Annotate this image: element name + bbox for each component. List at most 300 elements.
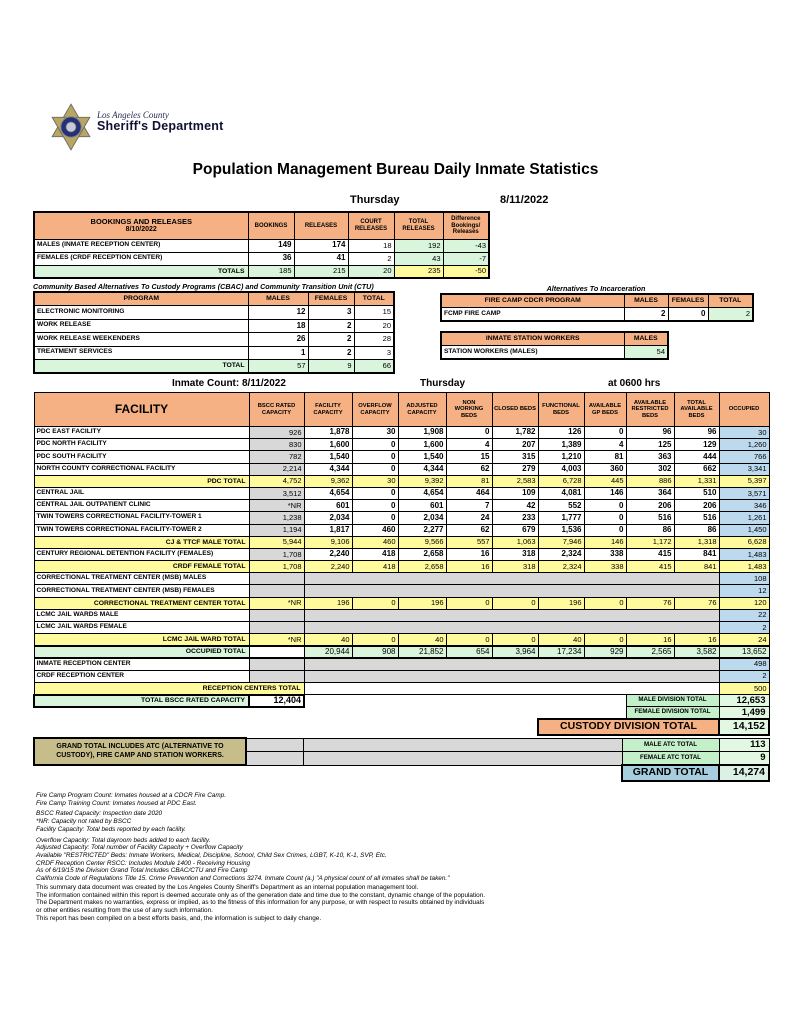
value-cell: 841	[674, 561, 719, 573]
bscc-cell: 830	[249, 439, 304, 451]
facility-col-header: TOTAL AVAILABLE BEDS	[674, 393, 719, 427]
fire-camp-header-row	[441, 294, 753, 308]
facility-label: CENTRAL JAIL	[34, 487, 249, 499]
value-cell: 207	[492, 439, 538, 451]
female-division-value: 1,499	[719, 707, 769, 719]
total-label: CORRECTIONAL TREATMENT CENTER TOTAL	[34, 597, 249, 609]
bscc-cell	[249, 609, 304, 621]
value-cell: 679	[492, 524, 538, 536]
value-cell: 1,878	[304, 427, 352, 439]
value-cell: 9,392	[398, 475, 446, 487]
bookings-data-row	[34, 239, 489, 252]
value-cell: 20	[354, 319, 394, 333]
value-cell: 2,240	[304, 548, 352, 560]
logo-text	[97, 111, 223, 134]
value-cell: 841	[674, 548, 719, 560]
totals-value: 215	[294, 265, 348, 278]
fire-camp-table	[440, 293, 754, 322]
total-label: LCMC JAIL WARD TOTAL	[34, 634, 249, 646]
row-label: MALES (INMATE RECEPTION CENTER)	[34, 239, 248, 252]
value-cell: 315	[492, 451, 538, 463]
value-cell: 15	[446, 451, 492, 463]
value-cell: 1	[248, 346, 308, 360]
total-label: RECEPTION CENTERS TOTAL	[34, 682, 304, 694]
occupied-cell: 3,571	[719, 487, 769, 499]
value-cell: 192	[394, 239, 443, 252]
value-cell: 1,540	[304, 451, 352, 463]
value-cell: 0	[584, 597, 626, 609]
facility-data-row	[34, 463, 769, 475]
occupied-cell: 1,260	[719, 439, 769, 451]
value-cell: 2	[708, 308, 753, 322]
facility-merged-row	[34, 573, 769, 585]
cbac-data-row	[34, 306, 394, 320]
row-label: TREATMENT SERVICES	[34, 346, 248, 360]
gray-cell	[246, 738, 303, 752]
value-cell: 0	[492, 597, 538, 609]
occupied-total-row	[34, 646, 769, 658]
disclaimer-line: The Department makes no warranties, express or implied, as to the fitness of this information for any purpose, or with respect to results obtained by individuals	[36, 899, 485, 907]
value-cell: 16	[674, 634, 719, 646]
value-cell: 279	[492, 463, 538, 475]
inmate-count-day: Thursday	[420, 378, 466, 389]
value-cell: 0	[352, 597, 398, 609]
bscc-cell: 3,512	[249, 487, 304, 499]
disclaimer-line: The information contained within this report is deemed accurate only as of the generation date and time due to the constant, dynamic change of the population.	[36, 891, 486, 899]
value-cell: 16	[446, 548, 492, 560]
facility-col-header: OVERFLOW CAPACITY	[352, 393, 398, 427]
row-label: WORK RELEASE WEEKENDERS	[34, 333, 248, 347]
value-cell: 76	[626, 597, 674, 609]
merged-empty-cell	[304, 682, 719, 694]
value-cell: 40	[538, 634, 584, 646]
sheriff-badge-icon	[48, 103, 94, 156]
value-cell: 0	[584, 500, 626, 512]
value-cell: 149	[248, 239, 294, 252]
facility-label: PDC NORTH FACILITY	[34, 439, 249, 451]
value-cell: 20,944	[304, 646, 352, 658]
value-cell: 3,582	[674, 646, 719, 658]
facility-data-row	[34, 487, 769, 499]
merged-empty-cell	[304, 585, 719, 597]
station-workers-data-row	[441, 346, 668, 360]
bscc-cell: *NR	[249, 597, 304, 609]
facility-label: CORRECTIONAL TREATMENT CENTER (MSB) MALES	[34, 573, 249, 585]
value-cell: 1,817	[304, 524, 352, 536]
cbac-col-header: MALES	[248, 292, 308, 306]
inmate-count-time: at 0600 hrs	[608, 378, 661, 389]
value-cell: 174	[294, 239, 348, 252]
value-cell: 2	[308, 319, 354, 333]
value-cell: 86	[674, 524, 719, 536]
female-division-label: FEMALE DIVISION TOTAL	[626, 707, 719, 719]
facility-merged-row	[34, 622, 769, 634]
fire-camp-col-header: FEMALES	[668, 294, 708, 308]
value-cell: 0	[584, 634, 626, 646]
footnote-line: Fire Camp Training Count: Inmates housed at PDC East.	[36, 799, 197, 807]
value-cell: 460	[352, 524, 398, 536]
value-cell: 40	[304, 634, 352, 646]
facility-data-row	[34, 439, 769, 451]
facility-label: TWIN TOWERS CORRECTIONAL FACILITY-TOWER 1	[34, 512, 249, 524]
value-cell: 40	[398, 634, 446, 646]
facility-label: CENTURY REGIONAL DETENTION FACILITY (FEMALES)	[34, 548, 249, 560]
facility-total-row	[34, 475, 769, 487]
value-cell: 4	[446, 439, 492, 451]
facility-label: PDC EAST FACILITY	[34, 427, 249, 439]
value-cell: 62	[446, 463, 492, 475]
bscc-cell: 5,944	[249, 536, 304, 548]
totals-value: 185	[248, 265, 294, 278]
value-cell: 0	[352, 512, 398, 524]
value-cell: 36	[248, 252, 294, 265]
bscc-cell: 2,214	[249, 463, 304, 475]
facility-total-row	[34, 561, 769, 573]
station-workers-header-row	[441, 332, 668, 346]
value-cell: 318	[492, 561, 538, 573]
merged-empty-cell	[304, 622, 719, 634]
totals-value: 9	[308, 360, 354, 374]
value-cell: 126	[538, 427, 584, 439]
fire-camp-col-header: TOTAL	[708, 294, 753, 308]
value-cell: 415	[626, 548, 674, 560]
value-cell: 510	[674, 487, 719, 499]
value-cell: 1,908	[398, 427, 446, 439]
occupied-cell: 12	[719, 585, 769, 597]
station-col-header: INMATE STATION WORKERS	[441, 332, 624, 346]
value-cell: 206	[626, 500, 674, 512]
value-cell: 1,063	[492, 536, 538, 548]
gray-cell	[246, 752, 303, 766]
facility-total-row	[34, 597, 769, 609]
value-cell: 21,852	[398, 646, 446, 658]
value-cell: 0	[352, 439, 398, 451]
value-cell: 601	[304, 500, 352, 512]
facility-col-header: FUNCTIONAL BEDS	[538, 393, 584, 427]
facility-col-header: FACILITY	[34, 393, 249, 427]
footnote-line: California Code of Regulations Title 15. Crime Prevention and Corrections 3274. Inmate Count (a.) "A physical count of all inmates shall be taken."	[36, 875, 450, 883]
occupied-cell: 766	[719, 451, 769, 463]
bookings-col-header: TOTAL RELEASES	[394, 212, 443, 239]
bookings-col-header: BOOKINGS	[248, 212, 294, 239]
value-cell: 886	[626, 475, 674, 487]
spacer	[34, 765, 622, 781]
station-col-header: MALES	[624, 332, 668, 346]
bscc-cell	[249, 658, 304, 670]
value-cell: 662	[674, 463, 719, 475]
value-cell: 601	[398, 500, 446, 512]
spacer	[34, 707, 626, 719]
row-label: FCMP FIRE CAMP	[441, 308, 624, 322]
row-label: ELECTRONIC MONITORING	[34, 306, 248, 320]
value-cell: 12	[248, 306, 308, 320]
logo-dept: Sheriff's Department	[97, 119, 224, 134]
value-cell: 2,324	[538, 548, 584, 560]
facility-col-header: ADJUSTED CAPACITY	[398, 393, 446, 427]
bscc-cell: *NR	[249, 634, 304, 646]
footnote-line: *NR: Capacity not rated by BSCC	[36, 818, 132, 826]
cbac-data-row	[34, 346, 394, 360]
occupied-cell: 6,628	[719, 536, 769, 548]
facility-data-row	[34, 427, 769, 439]
facility-label: LCMC JAIL WARDS MALE	[34, 609, 249, 621]
value-cell: 15	[354, 306, 394, 320]
reception-total-row	[34, 682, 769, 694]
facility-label: INMATE RECEPTION CENTER	[34, 658, 249, 670]
value-cell: 1,540	[398, 451, 446, 463]
value-cell: 318	[492, 548, 538, 560]
value-cell: 129	[674, 439, 719, 451]
value-cell: 2,583	[492, 475, 538, 487]
bscc-total-value: 12,404	[249, 695, 304, 707]
value-cell: 28	[354, 333, 394, 347]
value-cell: 444	[674, 451, 719, 463]
facility-label: TWIN TOWERS CORRECTIONAL FACILITY-TOWER 2	[34, 524, 249, 536]
value-cell: 196	[398, 597, 446, 609]
cbac-table	[33, 291, 395, 374]
facility-col-header: AVAILABLE GP BEDS	[584, 393, 626, 427]
bookings-col-header: Difference Bookings/ Releases	[443, 212, 489, 239]
value-cell: 557	[446, 536, 492, 548]
fire-camp-col-header: FIRE CAMP CDCR PROGRAM	[441, 294, 624, 308]
totals-label: TOTALS	[34, 265, 248, 278]
value-cell: 0	[352, 451, 398, 463]
inmate-count-caption: Inmate Count: 8/11/2022	[172, 378, 286, 389]
bscc-cell: 926	[249, 427, 304, 439]
value-cell: 4,344	[398, 463, 446, 475]
value-cell: 109	[492, 487, 538, 499]
bscc-cell: 782	[249, 451, 304, 463]
spacer	[34, 719, 538, 735]
bookings-data-row	[34, 252, 489, 265]
value-cell: 4,003	[538, 463, 584, 475]
facility-data-row	[34, 524, 769, 536]
row-label: FEMALES (CRDF RECEPTION CENTER)	[34, 252, 248, 265]
occupied-cell: 30	[719, 427, 769, 439]
report-date: 8/11/2022	[500, 194, 549, 206]
occupied-cell: 3,341	[719, 463, 769, 475]
value-cell: 0	[492, 634, 538, 646]
value-cell: 7,946	[538, 536, 584, 548]
grand-total-row	[34, 765, 769, 781]
custody-total-value: 14,152	[719, 719, 769, 735]
bookings-totals-row	[34, 265, 489, 278]
facility-total-row	[34, 634, 769, 646]
value-cell: 18	[248, 319, 308, 333]
bscc-cell	[249, 622, 304, 634]
footnote-line: Facility Capacity: Total beds reported by each facility.	[36, 825, 186, 833]
value-cell: -43	[443, 239, 489, 252]
value-cell: 0	[446, 634, 492, 646]
footnotes	[36, 792, 449, 883]
cbac-data-row	[34, 319, 394, 333]
value-cell: 3,964	[492, 646, 538, 658]
occupied-cell: 24	[719, 634, 769, 646]
value-cell: 125	[626, 439, 674, 451]
value-cell: 0	[668, 308, 708, 322]
footnote-line: Available "RESTRICTED" Beds: Inmate Workers, Medical, Discipline, School, Child Sex Crimes, LGBT, K-10, K-1, SVP, Etc.	[36, 851, 387, 859]
row-label: WORK RELEASE	[34, 319, 248, 333]
occupied-cell: 2	[719, 670, 769, 682]
bscc-cell	[249, 573, 304, 585]
footnote-line: Adjusted Capacity: Total number of Facility Capacity + Overflow Capacity	[36, 844, 243, 852]
occupied-cell: 1,261	[719, 512, 769, 524]
female-atc-label: FEMALE ATC TOTAL	[622, 752, 719, 766]
facility-data-row	[34, 500, 769, 512]
grand-note-row	[34, 738, 769, 752]
occupied-cell: 1,483	[719, 548, 769, 560]
disclaimer-line: or other entities resulting from the use of any such information.	[36, 907, 213, 915]
value-cell: 1,318	[674, 536, 719, 548]
value-cell: 206	[674, 500, 719, 512]
value-cell: 9,362	[304, 475, 352, 487]
value-cell: 233	[492, 512, 538, 524]
cbac-title: Community Based Alternatives To Custody Programs (CBAC) and Community Transition Unit (CTU)	[33, 282, 374, 291]
value-cell: 929	[584, 646, 626, 658]
female-atc-value: 9	[719, 752, 769, 766]
value-cell: 41	[294, 252, 348, 265]
value-cell: 418	[352, 561, 398, 573]
cbac-totals-row	[34, 360, 394, 374]
value-cell: 360	[584, 463, 626, 475]
value-cell: 415	[626, 561, 674, 573]
occupied-cell: 498	[719, 658, 769, 670]
value-cell: 2,658	[398, 561, 446, 573]
value-cell: 196	[304, 597, 352, 609]
value-cell: 445	[584, 475, 626, 487]
value-cell: 0	[352, 487, 398, 499]
bscc-cell: 1,194	[249, 524, 304, 536]
bookings-col-header: RELEASES	[294, 212, 348, 239]
value-cell: 76	[674, 597, 719, 609]
value-cell: -7	[443, 252, 489, 265]
facility-col-header: NON WORKING BEDS	[446, 393, 492, 427]
value-cell: 96	[674, 427, 719, 439]
value-cell: 196	[538, 597, 584, 609]
value-cell: 2	[624, 308, 668, 322]
disclaimer-line: This report has been compiled on a best efforts basis, and, the information is subject to daily change.	[36, 914, 322, 922]
bscc-total-label: TOTAL BSCC RATED CAPACITY	[34, 695, 249, 707]
value-cell: 0	[352, 463, 398, 475]
logo-county: Los Angeles County	[97, 110, 169, 120]
facility-label: LCMC JAIL WARDS FEMALE	[34, 622, 249, 634]
alternatives-title: Alternatives To Incarceration	[546, 284, 646, 293]
cbac-col-header: TOTAL	[354, 292, 394, 306]
value-cell: 81	[584, 451, 626, 463]
bscc-cell	[249, 585, 304, 597]
male-atc-label: MALE ATC TOTAL	[622, 738, 719, 752]
grand-total-table	[33, 737, 770, 782]
footnote-line: Fire Camp Program Count: Inmates housed at a CDCR Fire Camp.	[36, 792, 227, 799]
value-cell: 0	[446, 427, 492, 439]
value-cell: 4,654	[398, 487, 446, 499]
cbac-data-row	[34, 333, 394, 347]
gray-cell	[303, 752, 622, 766]
facility-header-row	[34, 393, 769, 427]
value-cell: 1,777	[538, 512, 584, 524]
value-cell: 0	[584, 512, 626, 524]
value-cell: 3	[354, 346, 394, 360]
value-cell: 338	[584, 561, 626, 573]
cbac-col-header: PROGRAM	[34, 292, 248, 306]
custody-division-row	[34, 719, 769, 735]
value-cell: 4,344	[304, 463, 352, 475]
value-cell: 43	[394, 252, 443, 265]
occupied-cell: 22	[719, 609, 769, 621]
value-cell: 2,240	[304, 561, 352, 573]
footnote-line: CRDF Reception Center RSCC: Includes Module 1400 - Receiving Housing	[36, 859, 251, 867]
disclaimer	[36, 884, 485, 923]
value-cell: 363	[626, 451, 674, 463]
gray-cell	[303, 738, 622, 752]
male-division-label: MALE DIVISION TOTAL	[626, 695, 719, 707]
value-cell: 146	[584, 487, 626, 499]
value-cell: 2	[308, 333, 354, 347]
female-division-row	[34, 707, 769, 719]
facility-merged-row	[34, 609, 769, 621]
value-cell: 0	[352, 500, 398, 512]
cbac-header-row	[34, 292, 394, 306]
male-division-value: 12,653	[719, 695, 769, 707]
custody-total-label: CUSTODY DIVISION TOTAL	[538, 719, 719, 735]
occupied-cell: 2	[719, 622, 769, 634]
facility-merged-row	[34, 585, 769, 597]
facility-data-row	[34, 548, 769, 560]
value-cell: 81	[446, 475, 492, 487]
value-cell: 54	[624, 346, 668, 360]
value-cell: 4,654	[304, 487, 352, 499]
row-label: STATION WORKERS (MALES)	[441, 346, 624, 360]
value-cell: 2,658	[398, 548, 446, 560]
occupied-cell: 346	[719, 500, 769, 512]
value-cell: 338	[584, 548, 626, 560]
facility-col-header: CLOSED BEDS	[492, 393, 538, 427]
bookings-header-row	[34, 212, 489, 239]
bookings-col-header: COURT RELEASES	[348, 212, 394, 239]
value-cell: 464	[446, 487, 492, 499]
value-cell: 418	[352, 548, 398, 560]
totals-value: -50	[443, 265, 489, 278]
totals-value: 20	[348, 265, 394, 278]
value-cell: 1,600	[398, 439, 446, 451]
value-cell: 2,277	[398, 524, 446, 536]
spacer	[304, 695, 626, 707]
total-label: OCCUPIED TOTAL	[34, 646, 249, 658]
bscc-total-row	[34, 695, 769, 707]
total-label: PDC TOTAL	[34, 475, 249, 487]
occupied-cell: 1,450	[719, 524, 769, 536]
bscc-cell: 1,708	[249, 561, 304, 573]
value-cell: 26	[248, 333, 308, 347]
value-cell: 1,210	[538, 451, 584, 463]
facility-total-row	[34, 536, 769, 548]
value-cell: 17,234	[538, 646, 584, 658]
value-cell: 0	[584, 524, 626, 536]
report-day: Thursday	[350, 194, 400, 206]
value-cell: 1,331	[674, 475, 719, 487]
bookings-title-cell: BOOKINGS AND RELEASES 8/10/2022	[34, 212, 248, 239]
value-cell: 9,566	[398, 536, 446, 548]
facility-label: NORTH COUNTY CORRECTIONAL FACILITY	[34, 463, 249, 475]
value-cell: 16	[626, 634, 674, 646]
facility-col-header: AVAILABLE RESTRICTED BEDS	[626, 393, 674, 427]
value-cell: 3	[308, 306, 354, 320]
value-cell: 16	[446, 561, 492, 573]
occupied-cell: 120	[719, 597, 769, 609]
value-cell: 4,081	[538, 487, 584, 499]
bscc-cell: 1,708	[249, 548, 304, 560]
totals-value: 57	[248, 360, 308, 374]
